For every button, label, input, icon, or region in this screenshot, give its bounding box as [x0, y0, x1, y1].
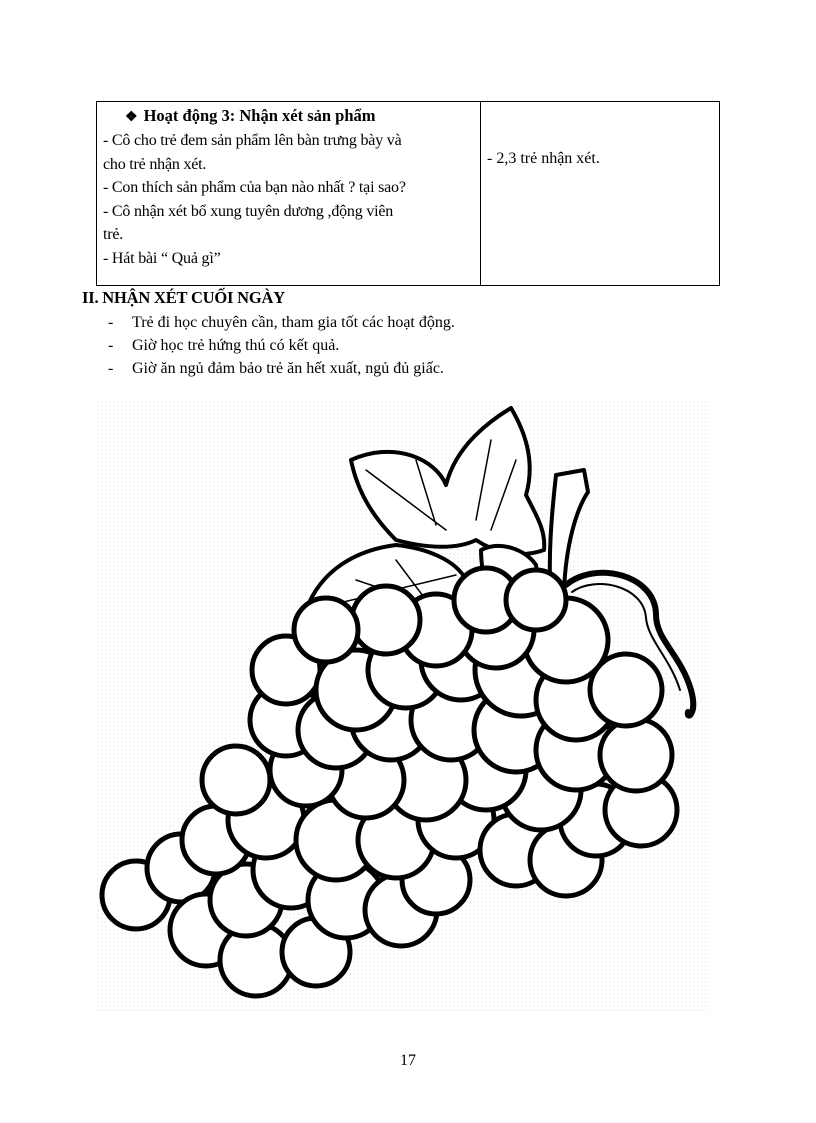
grape-illustration — [96, 400, 708, 1012]
activity-table — [96, 101, 720, 286]
activity-line: trẻ. — [103, 226, 124, 243]
diamond-bullet-icon: ❖ — [125, 110, 138, 125]
child-activity-cell — [481, 102, 719, 285]
list-item-text: Giờ ăn ngủ đảm bảo trẻ ăn hết xuất, ngủ đủ giấc. — [132, 360, 444, 377]
list-item — [108, 311, 455, 334]
list-item-text: Trẻ đi học chuyên cần, tham gia tốt các hoạt động. — [132, 314, 455, 331]
activity-line: - Cô cho trẻ đem sản phẩm lên bàn trưng bày và — [103, 132, 402, 149]
dash-bullet: - — [108, 314, 114, 331]
activity-title — [125, 105, 474, 129]
activity-title-text: Hoạt động 3: Nhận xét sản phẩm — [143, 106, 376, 125]
activity-line: - Cô nhận xét bổ xung tuyên dương ,động viên — [103, 202, 394, 220]
list-item-text: Giờ học trẻ hứng thú có kết quả. — [132, 337, 340, 354]
grape-berry — [600, 719, 672, 791]
grape-berries — [102, 568, 677, 996]
child-activity-text: - 2,3 trẻ nhận xét. — [487, 150, 600, 167]
teacher-activity-cell — [97, 102, 481, 285]
dash-bullet: - — [108, 337, 114, 354]
page-number: 17 — [400, 1052, 416, 1069]
grape-drawing — [96, 400, 708, 1012]
grape-berry — [294, 598, 358, 662]
activity-line: cho trẻ nhận xét. — [103, 155, 207, 173]
grape-berry — [506, 570, 566, 630]
list-item — [108, 334, 455, 357]
list-item — [108, 357, 455, 380]
dash-bullet: - — [108, 360, 114, 377]
activity-line: - Hát bài “ Quả gì” — [103, 249, 221, 267]
grape-berry — [202, 746, 270, 814]
end-of-day-notes — [108, 311, 455, 380]
activity-line: - Con thích sản phẩm của bạn nào nhất ? tại sao? — [103, 179, 406, 196]
section-title: II. NHẬN XÉT CUỐI NGÀY — [82, 288, 285, 307]
grape-berry — [352, 586, 420, 654]
